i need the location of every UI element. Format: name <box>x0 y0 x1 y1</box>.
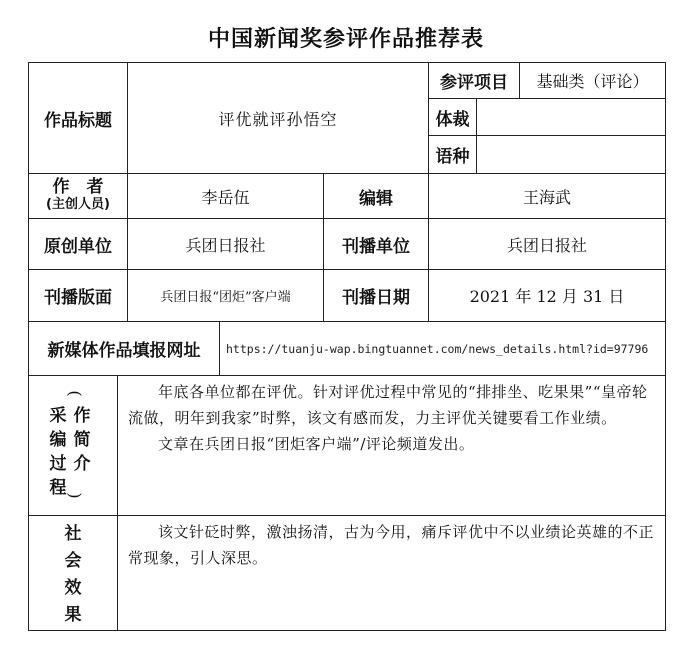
label-publish-page <box>28 269 128 322</box>
label-new-media-url-text: 新媒体作品填报网址 <box>47 341 201 361</box>
label-author <box>28 173 128 219</box>
value-editor <box>428 173 666 219</box>
label-genre <box>428 98 477 136</box>
value-work-title-text: 评优就评孙悟空 <box>218 109 338 129</box>
label-language-text: 语种 <box>435 147 470 167</box>
label-work-title-text: 作品标题 <box>44 110 112 131</box>
label-process-col2: 作简介 <box>73 406 91 474</box>
value-original-unit-text: 兵团日报社 <box>185 235 266 255</box>
label-work-title <box>28 62 128 174</box>
value-publish-date <box>428 269 666 322</box>
label-editor-text: 编辑 <box>359 188 393 209</box>
value-genre <box>476 98 666 136</box>
label-publish-date-text: 刊播日期 <box>342 288 410 308</box>
label-publish-unit <box>323 218 429 270</box>
label-new-media-url <box>28 321 220 376</box>
value-author-text: 李岳伍 <box>201 187 250 207</box>
value-original-unit <box>127 218 324 270</box>
value-editor-text: 王海武 <box>522 187 571 207</box>
new-media-url-link[interactable]: https://tuanju-wap.bingtuannet.com/news_details.html?id=97796 <box>226 341 649 356</box>
label-original-unit <box>28 218 128 270</box>
value-new-media-url <box>219 321 666 376</box>
label-language <box>428 135 477 174</box>
label-publish-unit-text: 刊播单位 <box>342 236 410 257</box>
process-text <box>128 379 658 457</box>
label-process-paren-bottom: ) <box>65 492 85 499</box>
label-original-unit-text: 原创单位 <box>44 236 112 257</box>
label-author-sub: (主创人员) <box>46 197 110 212</box>
effect-paragraph: 该文针砭时弊，激浊扬清，古为今用，痛斥评优中不以业绩论英雄的不正常现象，引人深思。 <box>128 523 655 567</box>
value-work-title <box>127 62 429 174</box>
value-publish-page <box>127 269 324 322</box>
value-language <box>476 135 666 174</box>
value-author <box>127 173 324 219</box>
value-entry-item-text: 基础类（评论） <box>536 72 649 91</box>
value-publish-unit-text: 兵团日报社 <box>506 235 587 255</box>
process-paragraph-1: 年底各单位都在评优。针对评优过程中常见的“排排坐、吃果果”“皇帝轮流做，明年到我家”时弊，该文有感而发，力主评优关键要看工作业绩。 <box>128 383 648 427</box>
label-process-paren-top: ( <box>65 390 85 397</box>
label-genre-text: 体裁 <box>435 109 470 130</box>
process-paragraph-2: 文章在兵团日报“团炬客户端”/评论频道发出。 <box>158 435 475 453</box>
label-editor <box>323 173 429 219</box>
effect-text <box>128 519 658 571</box>
value-publish-page-text: 兵团日报“团炬”客户端 <box>160 290 291 305</box>
label-entry-item <box>428 62 520 99</box>
value-publish-date-text: 2021 年 12 月 31 日 <box>469 287 625 306</box>
label-effect-text: 社会效果 <box>64 524 82 625</box>
label-process-col1: 采编过程 <box>49 406 67 498</box>
label-publish-date <box>323 269 429 322</box>
value-entry-item <box>519 62 666 99</box>
value-publish-unit <box>428 218 666 270</box>
label-publish-page-text: 刊播版面 <box>44 288 112 308</box>
label-entry-item-text: 参评项目 <box>440 73 508 93</box>
label-author-text: 作 者 <box>52 177 104 197</box>
form-title: 中国新闻奖参评作品推荐表 <box>207 26 484 52</box>
